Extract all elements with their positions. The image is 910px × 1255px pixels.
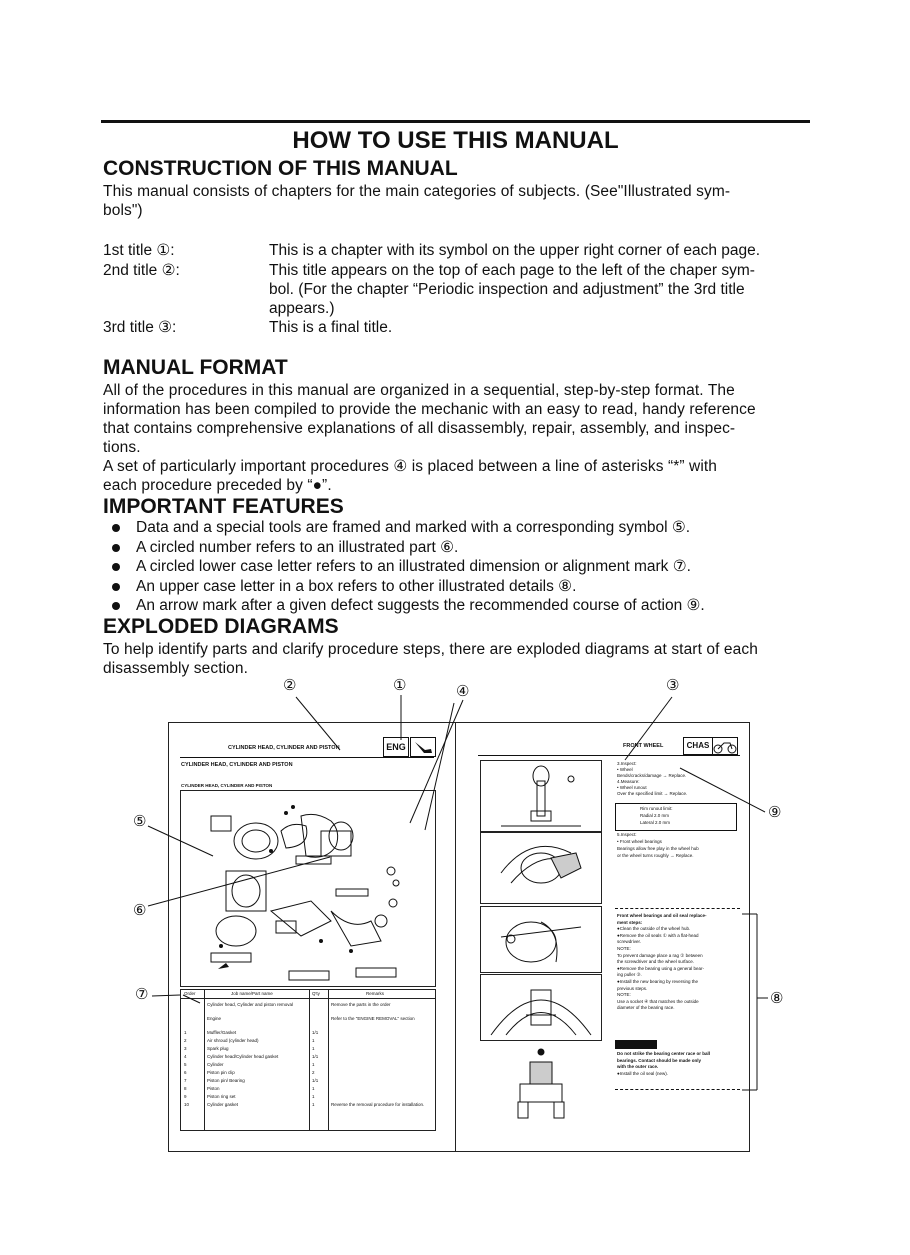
- procedure-line: ing puller ③.: [617, 972, 642, 978]
- procedure-line: ●Install the new bearing by reversing the: [617, 979, 699, 984]
- procedure-line: NOTE:: [617, 992, 631, 998]
- procedure-line: Use a socket ④ that matches the outside: [617, 998, 699, 1004]
- step-line: 3.Inspect:: [617, 761, 637, 766]
- procedure-line: Front wheel bearings and oil seal replace-: [617, 913, 707, 918]
- step-line: 4.Measure:: [617, 779, 640, 784]
- table-cell: Cylinder gasket: [207, 1102, 239, 1107]
- table-cell: 7: [184, 1078, 187, 1083]
- procedure-line: diameter of the bearing race.: [617, 1005, 675, 1011]
- bullet-icon: [112, 544, 120, 552]
- procedure-line: screwdriver.: [617, 939, 642, 945]
- left-page-header: CYLINDER HEAD, CYLINDER AND PISTON: [228, 745, 340, 751]
- table-cell: 1: [312, 1086, 315, 1091]
- feature-text: A circled number refers to an illustrated part ⑥.: [136, 538, 459, 556]
- table-cell: 2: [184, 1038, 187, 1043]
- procedure-line: previous steps.: [617, 985, 648, 991]
- procedure-line: To prevent damage place a rag ② between: [617, 952, 703, 958]
- table-cell: Engine: [207, 1016, 222, 1021]
- table-cell: 1: [184, 1030, 187, 1035]
- construction-heading: CONSTRUCTION OF THIS MANUAL: [103, 157, 458, 180]
- bullet-icon: [112, 602, 120, 610]
- title-2-text-2: bol. (For the chapter “Periodic inspection and adjustment” the 3rd title: [269, 281, 745, 298]
- table-cell: 8: [184, 1086, 187, 1091]
- list-item: [110, 538, 705, 558]
- construction-intro-2: bols"): [103, 202, 143, 219]
- parts-table: [180, 989, 436, 1131]
- table-header-remarks: Remarks: [366, 991, 385, 996]
- callout-7: ⑦: [135, 986, 149, 1003]
- feature-text: Data and a special tools are framed and marked with a corresponding symbol ⑤.: [136, 519, 691, 536]
- step-line: • Wheel runout: [617, 785, 647, 790]
- table-cell: 1/1: [312, 1078, 319, 1083]
- bullet-icon: [112, 563, 120, 571]
- chas-chapter-symbol: CHAS: [683, 737, 713, 755]
- procedure-line: ●Remove the bearing using a general bear-: [617, 965, 705, 971]
- table-cell: Refer to the "ENGINE REMOVAL" section: [331, 1016, 415, 1021]
- table-cell: 1: [312, 1062, 315, 1067]
- table-cell: 1: [312, 1038, 315, 1043]
- socket-figure: [480, 1042, 600, 1122]
- step-line: • Wheel: [617, 767, 633, 772]
- step-line: Bends/cracks/damage → Replace.: [617, 773, 687, 778]
- step-line: Over the specified limit → Replace.: [617, 791, 688, 796]
- left-page-subsubtitle: CYLINDER HEAD, CYLINDER AND PISTON: [181, 783, 273, 788]
- table-cell: Piston: [207, 1086, 220, 1091]
- title-2-label: 2nd title ②:: [103, 262, 180, 279]
- manual-format-heading: MANUAL FORMAT: [103, 356, 288, 379]
- features-list: [110, 518, 705, 616]
- table-cell: Spark plug: [207, 1046, 229, 1051]
- step-line: Lateral 2.0 mm: [640, 820, 671, 825]
- col-divider: [204, 990, 205, 1130]
- exploded-line-2: disassembly section.: [103, 660, 249, 677]
- callout-9: ⑨: [768, 804, 782, 821]
- bearing-figure: [480, 832, 602, 904]
- table-cell: 1/1: [312, 1054, 319, 1059]
- step-line: • Front wheel bearings: [617, 839, 662, 844]
- table-header-order: Order: [184, 991, 196, 996]
- bullet-icon: [112, 583, 120, 591]
- col-divider: [309, 990, 310, 1130]
- callout-4: ④: [456, 683, 470, 700]
- right-header-rule: [478, 755, 740, 756]
- manual-format-line-1: All of the procedures in this manual are organized in a sequential, step-by-step format. The: [103, 382, 735, 399]
- table-cell: Air shroud (cylinder head): [207, 1038, 259, 1043]
- top-rule: [101, 120, 810, 123]
- title-1-label: 1st title ①:: [103, 242, 175, 259]
- step-line: Rim runout limit:: [640, 806, 673, 811]
- bullet-icon: [112, 524, 120, 532]
- motorcycle-icon: [712, 737, 738, 755]
- table-cell: Reverse the removal procedure for installation.: [331, 1102, 425, 1107]
- procedure-line: Do not strike the bearing center race or ball: [617, 1051, 711, 1056]
- asterisk-line-top: [615, 908, 740, 909]
- manual-format-line-6: each procedure preceded by “●”.: [103, 477, 332, 494]
- table-cell: Piston ring set: [207, 1094, 236, 1099]
- feature-text: An arrow mark after a given defect suggests the recommended course of action ⑨.: [136, 597, 705, 614]
- col-divider: [328, 990, 329, 1130]
- exploded-diagram-frame: [180, 790, 436, 987]
- callout-1: ①: [393, 677, 407, 694]
- title-1-text: This is a chapter with its symbol on the upper right corner of each page.: [269, 242, 761, 259]
- table-cell: 9: [184, 1094, 187, 1099]
- feature-text: An upper case letter in a box refers to other illustrated details ⑧.: [136, 577, 577, 595]
- spread-gutter: [455, 722, 456, 1152]
- list-item: [110, 518, 705, 538]
- table-cell: 5: [184, 1062, 187, 1067]
- step-line: or the wheel turns roughly → Replace.: [617, 853, 694, 858]
- callout-3: ③: [666, 677, 680, 694]
- title-2-text-3: appears.): [269, 300, 335, 317]
- important-features-heading: IMPORTANT FEATURES: [103, 495, 344, 518]
- wrench-icon: [410, 737, 436, 757]
- procedure-line: ●Install the oil seal (new).: [617, 1070, 668, 1076]
- puller-figure: [480, 974, 602, 1041]
- caution-label: [615, 1040, 657, 1049]
- left-header-rule: [180, 757, 434, 758]
- table-cell: 10: [184, 1102, 190, 1107]
- spec-box: [615, 803, 737, 831]
- procedure-line: ment steps:: [617, 919, 643, 925]
- table-cell: 3: [184, 1046, 187, 1051]
- feature-text: A circled lower case letter refers to an illustrated dimension or alignment mark ⑦.: [136, 558, 691, 575]
- exploded-diagrams-heading: EXPLODED DIAGRAMS: [103, 615, 339, 638]
- table-cell: Muffler/Gasket: [207, 1030, 237, 1035]
- table-cell: Piston pin/ Bearing: [207, 1078, 245, 1083]
- callout-6: ⑥: [133, 902, 147, 919]
- table-cell: 1: [312, 1102, 315, 1107]
- right-page-header: FRONT WHEEL: [623, 743, 664, 749]
- oil-seal-figure: [480, 906, 602, 973]
- procedure-line: with the outer race.: [617, 1064, 659, 1070]
- table-header-rule: [181, 998, 435, 999]
- table-cell: Cylinder: [207, 1062, 224, 1067]
- list-item: [110, 577, 705, 597]
- table-header-qty: Q'ty: [312, 991, 320, 996]
- asterisk-line-bottom: [615, 1089, 740, 1090]
- table-cell: 6: [184, 1070, 187, 1075]
- procedure-line: the screwdriver and the wheel surface.: [617, 959, 695, 965]
- table-cell: Piston pin clip: [207, 1070, 235, 1075]
- table-header-part: Job name/Part name: [231, 991, 273, 996]
- eng-chapter-symbol: ENG: [383, 737, 409, 757]
- construction-intro-1: This manual consists of chapters for the main categories of subjects. (See"Illustrated sym-: [103, 183, 731, 200]
- table-cell: 2: [312, 1070, 315, 1075]
- exploded-line-1: To help identify parts and clarify procedure steps, there are exploded diagrams at start of each: [103, 641, 758, 658]
- left-page-subtitle: CYLINDER HEAD, CYLINDER AND PISTON: [181, 762, 293, 768]
- manual-format-line-5: A set of particularly important procedures ④ is placed between a line of asterisks “*” with: [103, 458, 717, 475]
- procedure-line: bearings. Contact should be made only: [617, 1057, 702, 1063]
- engine-exploded-drawing: [181, 791, 435, 986]
- procedure-line: ●Clean the outside of the wheel hub.: [617, 926, 691, 932]
- list-item: [110, 557, 705, 577]
- table-cell: Remove the parts in the order: [331, 1002, 391, 1007]
- table-cell: 4: [184, 1054, 187, 1059]
- step-line: 5.Inspect:: [617, 832, 637, 837]
- manual-format-line-3: that contains comprehensive explanations of all disassembly, repair, assembly, and inspec-: [103, 420, 736, 437]
- step-line: Bearings allow free play in the wheel hub: [617, 846, 699, 851]
- title-3-text: This is a final title.: [269, 319, 393, 336]
- callout-2: ②: [283, 677, 297, 694]
- wheel-check-figure: [480, 760, 602, 832]
- procedure-line: NOTE:: [617, 946, 631, 951]
- callout-5: ⑤: [133, 813, 147, 830]
- table-cell: Cylinder head/Cylinder head gasket: [207, 1054, 279, 1059]
- table-cell: 1/1: [312, 1030, 319, 1035]
- table-cell: Cylinder head, Cylinder and piston removal: [207, 1002, 294, 1007]
- manual-format-line-2: information has been compiled to provide the mechanic with an easy to read, handy reference: [103, 401, 756, 418]
- page-title: HOW TO USE THIS MANUAL: [292, 127, 619, 154]
- callout-8: ⑧: [770, 990, 784, 1007]
- procedure-line: ●Remove the oil seals ① with a flat-head: [617, 932, 699, 938]
- manual-format-line-4: tions.: [103, 439, 141, 456]
- title-3-label: 3rd title ③:: [103, 319, 177, 336]
- table-cell: 1: [312, 1046, 315, 1051]
- list-item: [110, 596, 705, 616]
- step-line: Radial 2.0 mm: [640, 813, 670, 818]
- title-2-text-1: This title appears on the top of each page to the left of the chaper sym-: [269, 262, 755, 279]
- table-cell: 1: [312, 1094, 315, 1099]
